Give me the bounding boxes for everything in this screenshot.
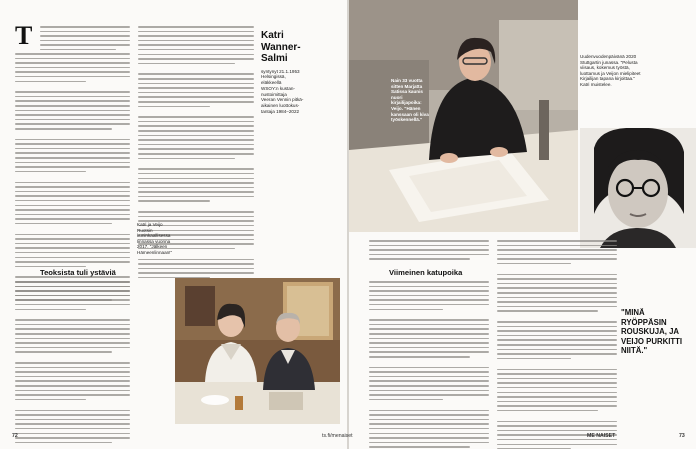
- pull-quote: "MINÄ RYÖPPÄSIN ROUSKUJA, JA VEIJO PURKITTI NIITÄ.": [621, 308, 683, 356]
- body-column-1-continued: [15, 53, 130, 304]
- body-column-1-bottom: [15, 281, 130, 446]
- profile-birthplace: Helsingissä,: [261, 74, 286, 80]
- page-number-left: 72: [12, 433, 18, 439]
- body-text-block: [15, 281, 130, 443]
- profile-box: [261, 30, 343, 115]
- profile-details: [261, 69, 343, 115]
- body-column-1: [40, 26, 130, 54]
- photo-caption-top-right: Uudenvuodenpäivänä 2020 Stuttgartin junassa. "Pelusta viisaus, kokemus työstä, luottamus ja Veijon mielipiteet Kirjailijan tapana kirjoittaa." Katri muistelee.: [580, 54, 641, 87]
- profile-name-line-3: Salmi: [261, 53, 288, 64]
- profile-detail-3: Veeran Vennin pitkä-: [261, 97, 304, 103]
- body-text-block: [15, 53, 130, 301]
- body-text-block: [369, 281, 489, 448]
- profile-detail-2: nustoimittaja: [261, 91, 287, 97]
- profile-born: syntynyt 21.1.1953: [261, 68, 300, 74]
- desk-photo-image: [349, 0, 578, 232]
- photo-portrait-glasses: [580, 128, 696, 248]
- profile-detail-4: aikainen luottokus-: [261, 103, 300, 109]
- section-subheading-right: Viimeinen katupoika: [389, 268, 463, 277]
- folio-left: [12, 433, 18, 439]
- folio-right: [587, 433, 615, 439]
- folio-center: [322, 433, 353, 439]
- photo-caption-left: Katri ja Veijo Ruotsin kuninkaallisessa linnassa vuonna 2017. "Jälkeen Hämeenlinnaan!": [137, 222, 173, 255]
- left-page: [0, 0, 347, 449]
- section-subheading: Teoksista tuli ystäviä: [40, 268, 116, 277]
- website-url: ts.fi/menaiset: [322, 433, 353, 439]
- profile-status: eläkkeellä: [261, 80, 282, 86]
- body-column-3: [369, 240, 489, 263]
- couple-photo-image: [175, 278, 340, 424]
- photo-caption-top: Nain 33 vuotta sitten Marjatta Satissa kaunis nuori kirjailijapoika: Veijo. "Hänen kanssaan oli kiva työskennellä.": [391, 78, 429, 123]
- profile-detail-1: WSOY:n kustan-: [261, 85, 295, 91]
- photo-couple-at-table: [175, 278, 340, 424]
- profile-name-line-2: Wanner-: [261, 41, 301, 53]
- photo-woman-at-desk: [349, 0, 578, 232]
- right-page: [349, 0, 696, 449]
- profile-name-line-1: Katri: [261, 30, 284, 41]
- body-column-3-bottom: [369, 281, 489, 449]
- profile-detail-5: tantaja 1984–2022: [261, 109, 300, 115]
- portrait-image: [580, 128, 696, 248]
- folio-section-name: ME NAISET: [587, 433, 616, 439]
- body-text-block: [497, 240, 617, 449]
- body-text-block: [40, 26, 130, 50]
- body-text-block: [369, 240, 489, 260]
- body-column-4: [497, 240, 617, 449]
- page-number-right: 73: [679, 433, 685, 439]
- folio-right-number: [679, 433, 685, 439]
- drop-cap: T: [15, 21, 33, 50]
